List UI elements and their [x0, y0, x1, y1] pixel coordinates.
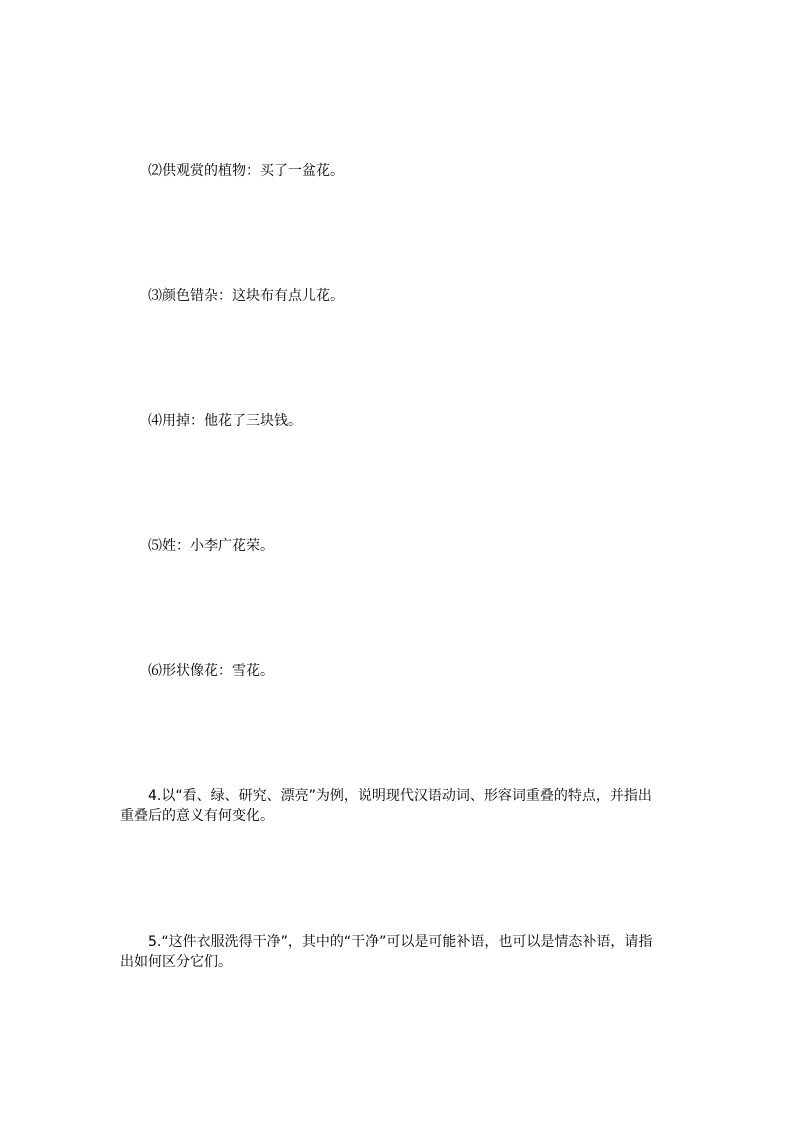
- question-4-line-1: 4.以“看、绿、研究、漂亮”为例，说明现代汉语动词、形容词重叠的特点，并指出: [148, 788, 652, 804]
- definition-item-2: ⑵供观赏的植物：买了一盆花。: [148, 163, 344, 179]
- definition-item-6: ⑹形状像花：雪花。: [148, 663, 274, 679]
- definition-item-4: ⑷用掉：他花了三块钱。: [148, 413, 302, 429]
- definition-item-3: ⑶颜色错杂：这块布有点儿花。: [148, 288, 344, 304]
- definition-item-5: ⑸姓：小李广花荣。: [148, 538, 274, 554]
- question-5-line-2: 出如何区分它们。: [120, 954, 232, 970]
- question-4-line-2: 重叠后的意义有何变化。: [120, 808, 274, 824]
- question-5-line-1: 5.“这件衣服洗得干净”，其中的“干净”可以是可能补语，也可以是情态补语，请指: [148, 934, 653, 950]
